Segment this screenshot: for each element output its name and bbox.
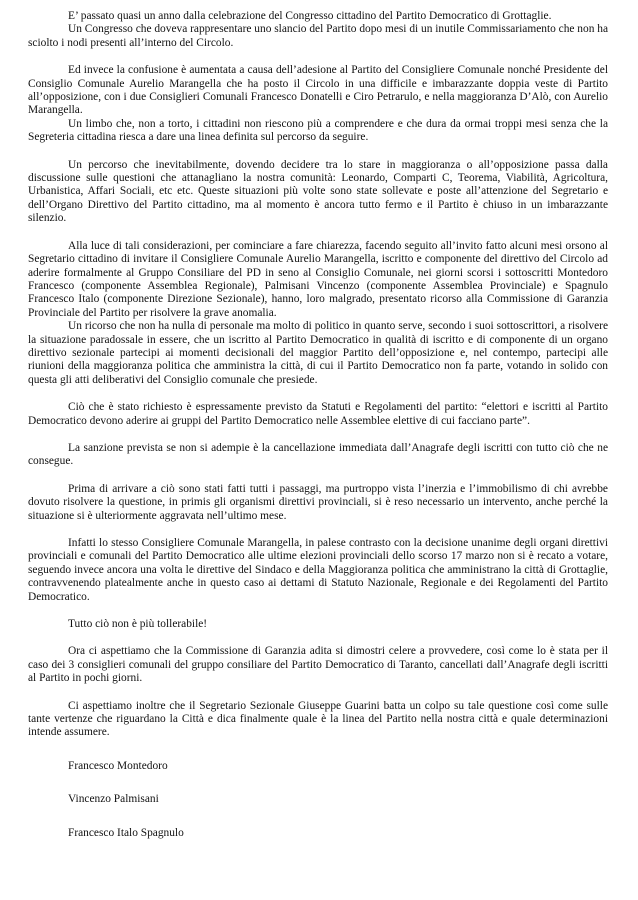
signatory-2: Vincenzo Palmisani bbox=[68, 793, 159, 806]
paragraph-4: Un limbo che, non a torto, i cittadini non riescono più a comprendere e che dura da ormai troppi mesi senza che la Segreteria cittadina riesca a dare una linea definita sul percorso da seguire. bbox=[28, 117, 608, 144]
signatory-3: Francesco Italo Spagnulo bbox=[68, 826, 184, 839]
paragraph-3: Ed invece la confusione è aumentata a causa dell’adesione al Partito del Consigliere Comunale nonché Presidente del Consiglio Comunale Aurelio Marangella che ha posto il Circolo in una difficile e imbarazzante doppia veste di Partito all’opposizione, con i due Consiglieri Comunali Francesco Donatelli e Ciro Petrarulo, e nella maggioranza D’Alò, con Aurelio Marangella. bbox=[28, 64, 608, 117]
paragraph-1: E’ passato quasi un anno dalla celebrazione del Congresso cittadino del Partito Democratico di Grottaglie. bbox=[68, 10, 552, 22]
paragraph-5: Un percorso che inevitabilmente, dovendo decidere tra lo stare in maggioranza o all’opposizione passa dalla discussione sulle questioni che attanagliano la nostra comunità: Leonardo, Comparti C, Teorema, Viabilità, Agricoltura, Urbanistica, Affari Sociali, etc etc. Queste situazioni più volte sono state sollevate e poste all’attenzione del Segretario e dell’Organo Direttivo del Partito cittadino, ma al momento è ancora tutto fermo e il Partito è chiuso in un imbarazzante silenzio. bbox=[28, 158, 608, 225]
paragraph-7: Un ricorso che non ha nulla di personale ma molto di politico in quanto serve, secondo i suoi sottoscrittori, a risolvere la situazione paradossale in essere, che un iscritto al Partito Democratico in qualità di iscritto e di componente di un organo direttivo sezionale partecipi ai momenti decisionali del maggior Partito dell’opposizione e, nel contempo, partecipi alle riunioni della maggioranza politica che amministra la città, di cui il Partito Democratico non fa parte, votando in solido con questa gli atti deliberativi del Consiglio comunale che presiede. bbox=[28, 320, 608, 386]
paragraph-9: La sanzione prevista se non si adempie è la cancellazione immediata dall’Anagrafe degli iscritti con tutto ciò che ne consegue. bbox=[28, 441, 608, 468]
paragraph-10: Prima di arrivare a ciò sono stati fatti tutti i passaggi, ma purtroppo vista l’inerzia e l’immobilismo di chi avrebbe dovuto risolvere la questione, in primis gli organismi direttivi provinciali, si è reso necessario un intervento, anche perché la situazione si è ulteriormente aggravata nell’ultimo mese. bbox=[28, 482, 608, 522]
signatory-1: Francesco Montedoro bbox=[68, 759, 168, 772]
paragraph-14: Ci aspettiamo inoltre che il Segretario Sezionale Giuseppe Guarini batta un colpo su tale questione così come sulle tante vertenze che riguardano la Città e dica finalmente quale è la linea del Partito nella nostra città e quale determinazioni intende assumere. bbox=[28, 699, 608, 739]
paragraph-13: Ora ci aspettiamo che la Commissione di Garanzia adita si dimostri celere a provvedere, così come lo è stata per il caso dei 3 consiglieri comunali del gruppo consiliare del Partito Democratico di Taranto, cancellati dall’Anagrafe degli iscritti al Partito in pochi giorni. bbox=[28, 645, 608, 685]
paragraph-6: Alla luce di tali considerazioni, per cominciare a fare chiarezza, facendo seguito all’invito fatto alcuni mesi orsono al Segretario cittadino di invitare il Consigliere Comunale Aurelio Marangella, iscritto e componente del direttivo del Circolo ad aderire formalmente al Gruppo Consiliare del PD in seno al Consiglio Comunale, nei giorni scorsi i sottoscritti Montedoro Francesco (componente Assemblea Regionale), Palmisani Vincenzo (componente Assemblea Provinciale) e Spagnulo Francesco Italo (componente Direzione Sezionale), hanno, loro malgrado, presentato ricorso alla Commissione di Garanzia Provinciale del Partito per risolvere la grave anomalia. bbox=[28, 239, 608, 319]
paragraph-12: Tutto ciò non è più tollerabile! bbox=[68, 618, 208, 631]
paragraph-11: Infatti lo stesso Consigliere Comunale Marangella, in palese contrasto con la decisione unanime degli organi direttivi provinciali e comunali del Partito Democratico alle ultime elezioni provinciali dello scorso 17 marzo non si è recato a votare, seguendo invece ancora una volta le direttive del Sindaco e della Maggioranza politica che amministrano la città di Grottaglie, contravvenendo platealmente anche in questo caso ai dettami di Statuto Nazionale, Regionale e dei Regolamenti del Partito Democratico. bbox=[28, 537, 608, 603]
paragraph-2: Un Congresso che doveva rappresentare uno slancio del Partito dopo mesi di un inutile Commissariamento che non ha sciolto i nodi presenti all’interno del Circolo. bbox=[28, 23, 608, 49]
paragraph-8: Ciò che è stato richiesto è espressamente previsto da Statuti e Regolamenti del partito: “elettori e iscritti al Partito Democratico devono aderire ai gruppi del Partito Democratico nelle Assemblee elettive di cui facciano parte”. bbox=[28, 401, 608, 427]
